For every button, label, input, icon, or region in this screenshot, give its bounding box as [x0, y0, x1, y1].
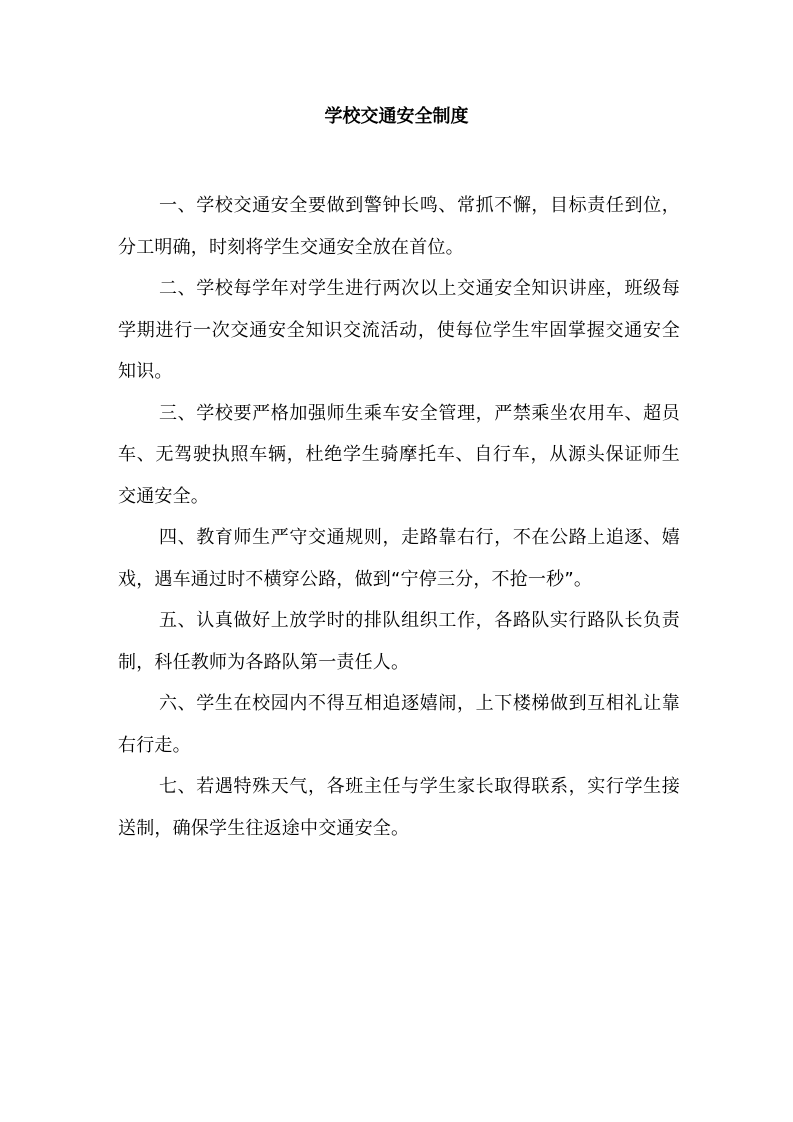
paragraph-7: 七、若遇特殊天气，各班主任与学生家长取得联系，实行学生接送制，确保学生往返途中交通安全。 [118, 776, 680, 839]
paragraph-5: 五、认真做好上放学时的排队组织工作，各路队实行路队长负责制，科任教师为各路队第一责任人。 [118, 610, 680, 673]
paragraph-2: 二、学校每学年对学生进行两次以上交通安全知识讲座，班级每学期进行一次交通安全知识交流活动，使每位学生牢固掌握交通安全知识。 [118, 278, 680, 382]
paragraph-4: 四、教育师生严守交通规则，走路靠右行，不在公路上追逐、嬉戏，遇车通过时不横穿公路，做到“宁停三分，不抢一秒”。 [118, 527, 680, 590]
document-title: 学校交通安全制度 [324, 106, 469, 127]
paragraph-1: 一、学校交通安全要做到警钟长鸣、常抓不懈，目标责任到位，分工明确，时刻将学生交通安全放在首位。 [118, 195, 680, 258]
document-body [118, 185, 680, 849]
paragraph-6: 六、学生在校园内不得互相追逐嬉闹，上下楼梯做到互相礼让靠右行走。 [118, 693, 680, 756]
paragraph-3: 三、学校要严格加强师生乘车安全管理，严禁乘坐农用车、超员车、无驾驶执照车辆，杜绝学生骑摩托车、自行车，从源头保证师生交通安全。 [118, 402, 680, 507]
